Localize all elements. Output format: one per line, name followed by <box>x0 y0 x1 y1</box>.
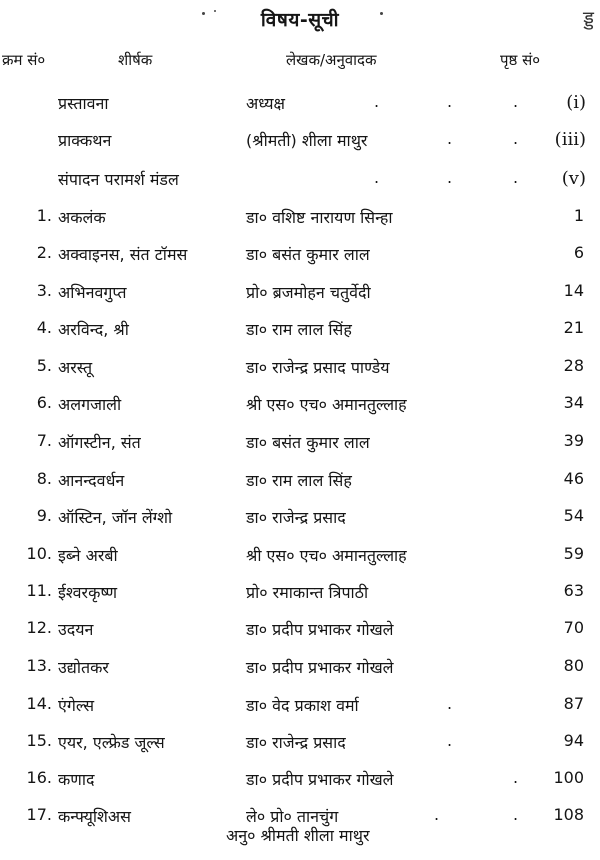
entry-number: 6. <box>36 393 52 412</box>
toc-row <box>0 318 600 350</box>
entry-number: 16. <box>26 768 52 787</box>
entry-page: 70 <box>563 618 584 637</box>
entry-translator: अनु० श्रीमती शीला माथुर <box>226 826 370 845</box>
entry-title: ईश्वरकृष्ण <box>58 583 118 602</box>
leader-dot: . <box>447 129 453 148</box>
entry-title: प्रस्तावना <box>58 94 109 113</box>
leader-dot: . <box>434 805 440 824</box>
entry-number: 4. <box>36 318 52 337</box>
entry-page: 14 <box>563 281 584 300</box>
leader-dot: . <box>447 731 453 750</box>
toc-row <box>0 656 600 688</box>
entry-title: एयर, एल्फ्रेड जूल्स <box>58 733 165 752</box>
header-author: लेखक/अनुवादक <box>286 51 377 69</box>
entry-title: कन्फ्यूशिअस <box>58 807 131 826</box>
entry-title: कणाद <box>58 770 95 789</box>
entry-title: उद्योतकर <box>58 658 109 677</box>
entry-author: डा० बसंत कुमार लाल <box>246 245 370 264</box>
entry-number: 17. <box>26 805 52 824</box>
entry-author: (श्रीमती) शीला माथुर <box>246 131 368 150</box>
leader-dot: . <box>513 168 519 187</box>
entry-page: 28 <box>563 356 584 375</box>
entry-number: 13. <box>26 656 52 675</box>
leader-dot: . <box>513 805 519 824</box>
toc-row <box>0 393 600 425</box>
entry-author: डा० राम लाल सिंह <box>246 320 352 339</box>
entry-author: डा० प्रदीप प्रभाकर गोखले <box>246 620 394 639</box>
entry-page: 108 <box>553 805 584 824</box>
corner-mark: ड्ड <box>583 6 594 30</box>
entry-page: 6 <box>573 243 584 262</box>
entry-page: (v) <box>561 168 586 189</box>
entry-title: अकलंक <box>58 208 106 227</box>
entry-page: 34 <box>563 393 584 412</box>
entry-author: डा० राजेन्द्र प्रसाद <box>246 508 346 527</box>
entry-author: डा० बसंत कुमार लाल <box>246 433 370 452</box>
entry-page: 100 <box>553 768 584 787</box>
leader-dot: . <box>374 168 380 187</box>
entry-number: 3. <box>36 281 52 300</box>
toc-row-front <box>0 92 600 124</box>
entry-title: अभिनवगुप्त <box>58 283 127 302</box>
entry-author: डा० राजेन्द्र प्रसाद पाण्डेय <box>246 358 390 377</box>
entry-page: 87 <box>563 694 584 713</box>
entry-author: डा० राम लाल सिंह <box>246 471 352 490</box>
entry-page: 1 <box>573 206 584 225</box>
entry-author: डा० वेद प्रकाश वर्मा <box>246 696 359 715</box>
entry-number: 2. <box>36 243 52 262</box>
toc-row <box>0 281 600 313</box>
entry-author: प्रो० रमाकान्त त्रिपाठी <box>246 583 369 602</box>
entry-title: इब्ने अरबी <box>58 546 118 565</box>
entry-number: 1. <box>36 206 52 225</box>
entry-title: संपादन परामर्श मंडल <box>58 170 179 189</box>
entry-number: 15. <box>26 731 52 750</box>
entry-page: 21 <box>563 318 584 337</box>
toc-row <box>0 694 600 726</box>
entry-page: (iii) <box>554 129 586 150</box>
entry-title: आनन्दवर्धन <box>58 471 125 490</box>
leader-dot: . <box>513 92 519 111</box>
entry-title: ऑस्टिन, जॉन लेंग्शो <box>58 508 173 527</box>
entry-number: 14. <box>26 694 52 713</box>
ink-speck <box>380 12 383 15</box>
entry-number: 11. <box>26 581 52 600</box>
entry-number: 8. <box>36 469 52 488</box>
leader-dot: . <box>447 168 453 187</box>
page-title: विषय-सूची <box>260 9 340 31</box>
ink-speck <box>202 12 205 15</box>
entry-page: 54 <box>563 506 584 525</box>
entry-author: डा० प्रदीप प्रभाकर गोखले <box>246 770 394 789</box>
leader-dot: . <box>447 92 453 111</box>
header-heading: शीर्षक <box>118 51 153 69</box>
entry-title: एंगेल्स <box>58 696 95 715</box>
entry-page: 94 <box>563 731 584 750</box>
entry-number: 9. <box>36 506 52 525</box>
entry-title: ऑगस्टीन, संत <box>58 433 141 452</box>
entry-number: 5. <box>36 356 52 375</box>
toc-row <box>0 431 600 463</box>
toc-row <box>0 469 600 501</box>
entry-author: प्रो० ब्रजमोहन चतुर्वेदी <box>246 283 371 302</box>
entry-title: अरविन्द, श्री <box>58 320 129 339</box>
entry-author: ले० प्रो० तानचुंग <box>246 807 339 826</box>
toc-row <box>0 544 600 576</box>
entry-page: 80 <box>563 656 584 675</box>
entry-page: 39 <box>563 431 584 450</box>
toc-row <box>0 243 600 275</box>
leader-dot: . <box>447 694 453 713</box>
leader-dot: . <box>513 768 519 787</box>
entry-author: श्री एस० एच० अमानतुल्लाह <box>246 395 407 414</box>
entry-title: अलगजाली <box>58 395 122 414</box>
toc-row <box>0 356 600 388</box>
entry-number: 10. <box>26 544 52 563</box>
entry-author: डा० राजेन्द्र प्रसाद <box>246 733 346 752</box>
entry-page: 46 <box>563 469 584 488</box>
header-page: पृष्ठ सं० <box>500 51 541 69</box>
leader-dot: . <box>374 92 380 111</box>
entry-number: 12. <box>26 618 52 637</box>
entry-page: 63 <box>563 581 584 600</box>
header-serial: क्रम सं० <box>2 51 46 69</box>
entry-title: उदयन <box>58 620 94 639</box>
entry-title: अरस्तू <box>58 358 93 377</box>
toc-row <box>0 581 600 613</box>
toc-row-front <box>0 129 600 161</box>
toc-row <box>0 618 600 650</box>
toc-row <box>0 768 600 800</box>
toc-row <box>0 506 600 538</box>
entry-author: डा० प्रदीप प्रभाकर गोखले <box>246 658 394 677</box>
entry-author: डा० वशिष्ट नारायण सिन्हा <box>246 208 393 227</box>
entry-author: अध्यक्ष <box>246 94 285 113</box>
ink-speck <box>214 10 216 12</box>
entry-page: 59 <box>563 544 584 563</box>
entry-number: 7. <box>36 431 52 450</box>
entry-title: अक्वाइनस, संत टॉमस <box>58 245 188 264</box>
toc-row <box>0 206 600 238</box>
leader-dot: . <box>513 129 519 148</box>
toc-row-front <box>0 168 600 200</box>
entry-title: प्राक्कथन <box>58 131 112 150</box>
entry-page: (i) <box>566 92 586 113</box>
toc-row <box>0 731 600 763</box>
entry-author: श्री एस० एच० अमानतुल्लाह <box>246 546 407 565</box>
